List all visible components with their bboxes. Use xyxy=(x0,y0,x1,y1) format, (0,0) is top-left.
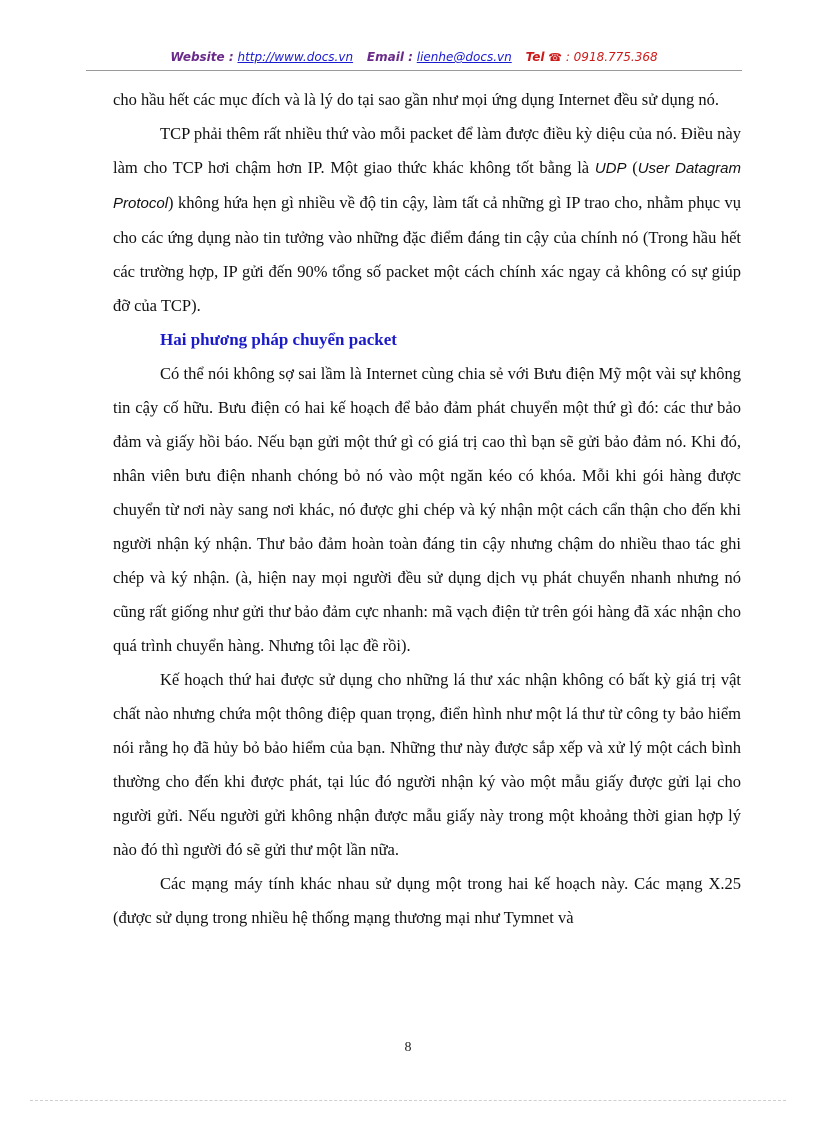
phone-number: : 0918.775.368 xyxy=(565,50,658,64)
paragraph-second-plan: Kế hoạch thứ hai được sử dụng cho những lá thư xác nhận không có bất kỳ giá trị vật chất nào nhưng chứa một thông điệp quan trọng, điển hình như một lá thư từ công ty bảo hiểm nói rằng họ đã hủy bỏ bảo hiểm của bạn. Những thư này được sắp xếp và xử lý một cách bình thường cho đến khi được phát, tại lúc đó người nhận ký vào một mẫu giấy được gửi lại cho người gửi. Nếu người gửi không nhận được mẫu giấy này trong một khoảng thời gian hợp lý nào đó thì người đó sẽ gửi thư một lần nữa. xyxy=(113,670,741,859)
page-header xyxy=(86,50,742,71)
tel-label: Tel xyxy=(525,50,545,64)
paragraph-continuation: cho hầu hết các mục đích và là lý do tại sao gần như mọi ứng dụng Internet đều sử dụng nó. xyxy=(113,90,720,109)
document-body xyxy=(113,83,741,935)
phone-icon: ☎ xyxy=(548,51,562,64)
website-label: Website : xyxy=(170,50,234,64)
email-link[interactable]: lienhe@docs.vn xyxy=(416,50,512,64)
website-link[interactable]: http://www.docs.vn xyxy=(237,50,354,64)
paragraph-text: ) không hứa hẹn gì nhiều về độ tin cậy, làm tất cả những gì IP trao cho, nhằm phục vụ cho các ứng dụng nào tin tưởng vào những đặc điểm đáng tin cậy của chính nó (Trong hầu hết các trường hợp, IP gửi đến 90% tổng số packet một cách chính xác ngay cả không có sự giúp đỡ của TCP). xyxy=(113,193,741,315)
page-bottom-divider xyxy=(30,1100,786,1101)
paragraph-text: ( xyxy=(626,158,638,177)
paragraph-networks: Các mạng máy tính khác nhau sử dụng một trong hai kế hoạch này. Các mạng X.25 (được sử dụng trong nhiều hệ thống mạng thương mại như Tymnet và xyxy=(113,874,741,927)
page-number: 8 xyxy=(404,1040,412,1055)
paragraph-text: TCP phải thêm rất nhiều thứ vào mỗi packet để làm được điều kỳ diệu của nó. Điều này làm cho TCP hơi chậm hơn IP. Một giao thức khác không tốt bằng là xyxy=(113,124,741,177)
udp-term: UDP xyxy=(594,160,627,177)
section-heading: Hai phương pháp chuyển packet xyxy=(160,330,397,349)
email-label: Email : xyxy=(366,50,413,64)
udp-full-name: User Datagram Protocol xyxy=(113,160,741,212)
paragraph-tcp xyxy=(113,117,741,323)
paragraph-post-office: Có thể nói không sợ sai lầm là Internet cùng chia sẻ với Bưu điện Mỹ một vài sự không tin cậy cố hữu. Bưu điện có hai kế hoạch để bảo đảm phát chuyển một thứ gì đó: các thư bảo đảm và giấy hồi báo. Nếu bạn gửi một thứ gì có giá trị cao thì bạn sẽ gửi bảo đảm nó. Khi đó, nhân viên bưu điện nhanh chóng bỏ nó vào một ngăn kéo có khóa. Mỗi khi gói hàng được chuyển từ nơi này sang nơi khác, nó được ghi chép và ký nhận một cách cẩn thận cho đến khi người nhận ký nhận. Thư bảo đảm hoàn toàn đáng tin cậy nhưng chậm do nhiều thao tác ghi chép và ký nhận. (à, hiện nay mọi người đều sử dụng dịch vụ phát chuyển nhanh nhưng nó cũng rất giống như gửi thư bảo đảm cực nhanh: mã vạch điện tử trên gói hàng đã xác nhận cho quá trình chuyển hàng. Nhưng tôi lạc đề rồi). xyxy=(113,364,741,655)
